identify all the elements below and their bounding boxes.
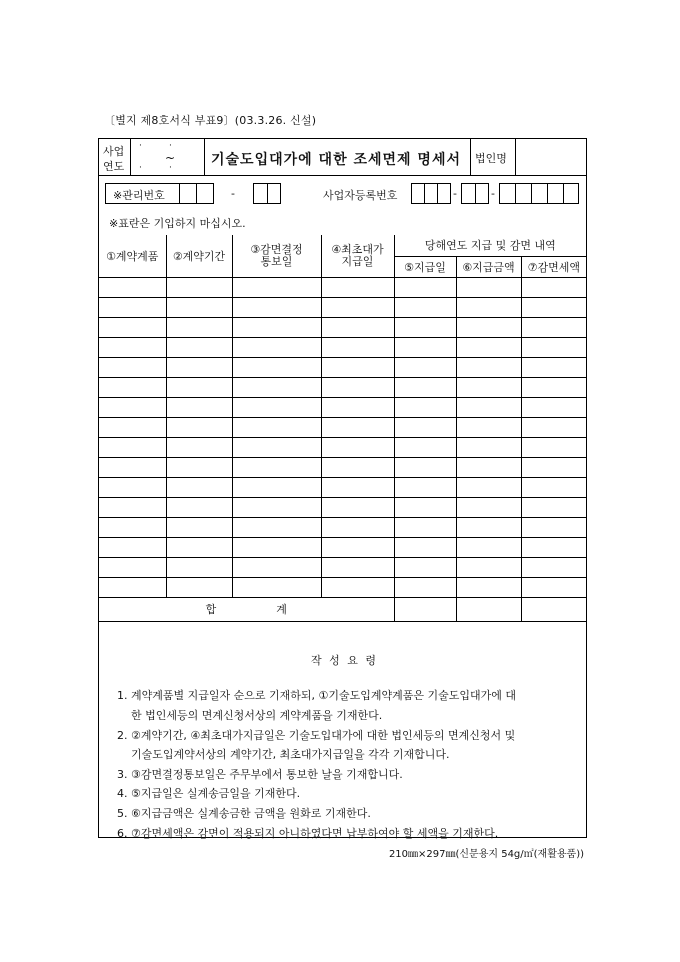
table-row xyxy=(99,577,586,597)
table-row xyxy=(99,457,586,477)
mgmt-no-label: ※관리번호 xyxy=(113,189,165,202)
paper-spec-footer: 210㎜×297㎜(신문용지 54g/㎡(재활용품)) xyxy=(388,849,584,860)
notice-text: ※표란은 기입하지 마십시오. xyxy=(109,217,246,230)
year-dot: · xyxy=(139,163,142,173)
col-header-exemption-decision-date: ③감면결정 통보일 xyxy=(232,235,321,277)
reg-no-box-3 xyxy=(499,183,579,204)
year-dot: · xyxy=(169,163,172,173)
table-row xyxy=(99,317,586,337)
year-dot: · xyxy=(169,141,172,151)
col-header-contract-item: ①계약계품 xyxy=(99,235,166,277)
mgmt-no-dash: - xyxy=(231,187,235,200)
instructions-title: 작 성 요 령 xyxy=(311,654,378,667)
col-header-payment-date: ⑤지급일 xyxy=(394,256,456,277)
table-row xyxy=(99,277,586,297)
group-header-current-year: 당해연도 지급 및 감면 내역 xyxy=(394,235,586,256)
table-row xyxy=(99,437,586,457)
total-label: 합 계 xyxy=(99,597,394,621)
business-year-label-2: 연도 xyxy=(103,160,125,173)
reg-no-box-1 xyxy=(411,183,451,204)
instruction-item: 1. 계약계품별 지급일자 순으로 기재하되, ①기술도입계약계품은 기술도입대가에 대 xyxy=(117,689,516,702)
col-header-first-payment-date: ④최초대가 지급일 xyxy=(321,235,394,277)
instruction-item: 기술도입계약서상의 계약기간, 최초대가지급일을 각각 기재합니다. xyxy=(131,748,450,761)
instruction-item: 한 법인세등의 면계신청서상의 계약계품을 기재한다. xyxy=(131,709,383,722)
instruction-item: 3. ③감면결정통보일은 주무부에서 통보한 날을 기재합니다. xyxy=(117,768,403,781)
table-row xyxy=(99,477,586,497)
corp-name-label: 법인명 xyxy=(475,152,507,165)
instruction-item: 2. ②계약기간, ④최초대가지급일은 기술도입대가에 대한 법인세등의 면계신청서 및 xyxy=(117,729,516,742)
year-dot: · xyxy=(139,141,142,151)
business-year-label-1: 사업 xyxy=(103,145,125,158)
table-row xyxy=(99,557,586,577)
table-row xyxy=(99,417,586,437)
reg-no-label: 사업자등록번호 xyxy=(323,189,398,202)
year-tilde: ~ xyxy=(165,151,176,165)
instruction-item: 5. ⑥지급금액은 실계송금한 금액을 원화로 기재한다. xyxy=(117,807,371,820)
table-row xyxy=(99,377,586,397)
table-row xyxy=(99,537,586,557)
total-row xyxy=(99,597,586,621)
table-row xyxy=(99,297,586,317)
form-frame xyxy=(98,138,587,838)
detail-table xyxy=(99,235,586,622)
reg-no-dash-1: - xyxy=(453,187,457,200)
table-row xyxy=(99,357,586,377)
form-label: 〔별지 제8호서식 부표9〕(03.3.26. 신설) xyxy=(104,114,317,127)
reg-no-dash-2: - xyxy=(491,187,495,200)
form-title: 기술도입대가에 대한 조세면제 명세서 xyxy=(211,152,462,168)
instruction-item: 6. ⑦감면세액은 감면이 적용되지 아니하였다면 납부하여야 할 세액을 기재한다. xyxy=(117,827,499,840)
table-row xyxy=(99,497,586,517)
col-header-exempted-tax: ⑦감면세액 xyxy=(521,256,586,277)
table-row xyxy=(99,337,586,357)
col-header-contract-period: ②계약기간 xyxy=(166,235,232,277)
table-row xyxy=(99,397,586,417)
instruction-item: 4. ⑤지급일은 실계송금일을 기재한다. xyxy=(117,787,301,800)
col-header-payment-amount: ⑥지급금액 xyxy=(456,256,521,277)
table-row xyxy=(99,517,586,537)
